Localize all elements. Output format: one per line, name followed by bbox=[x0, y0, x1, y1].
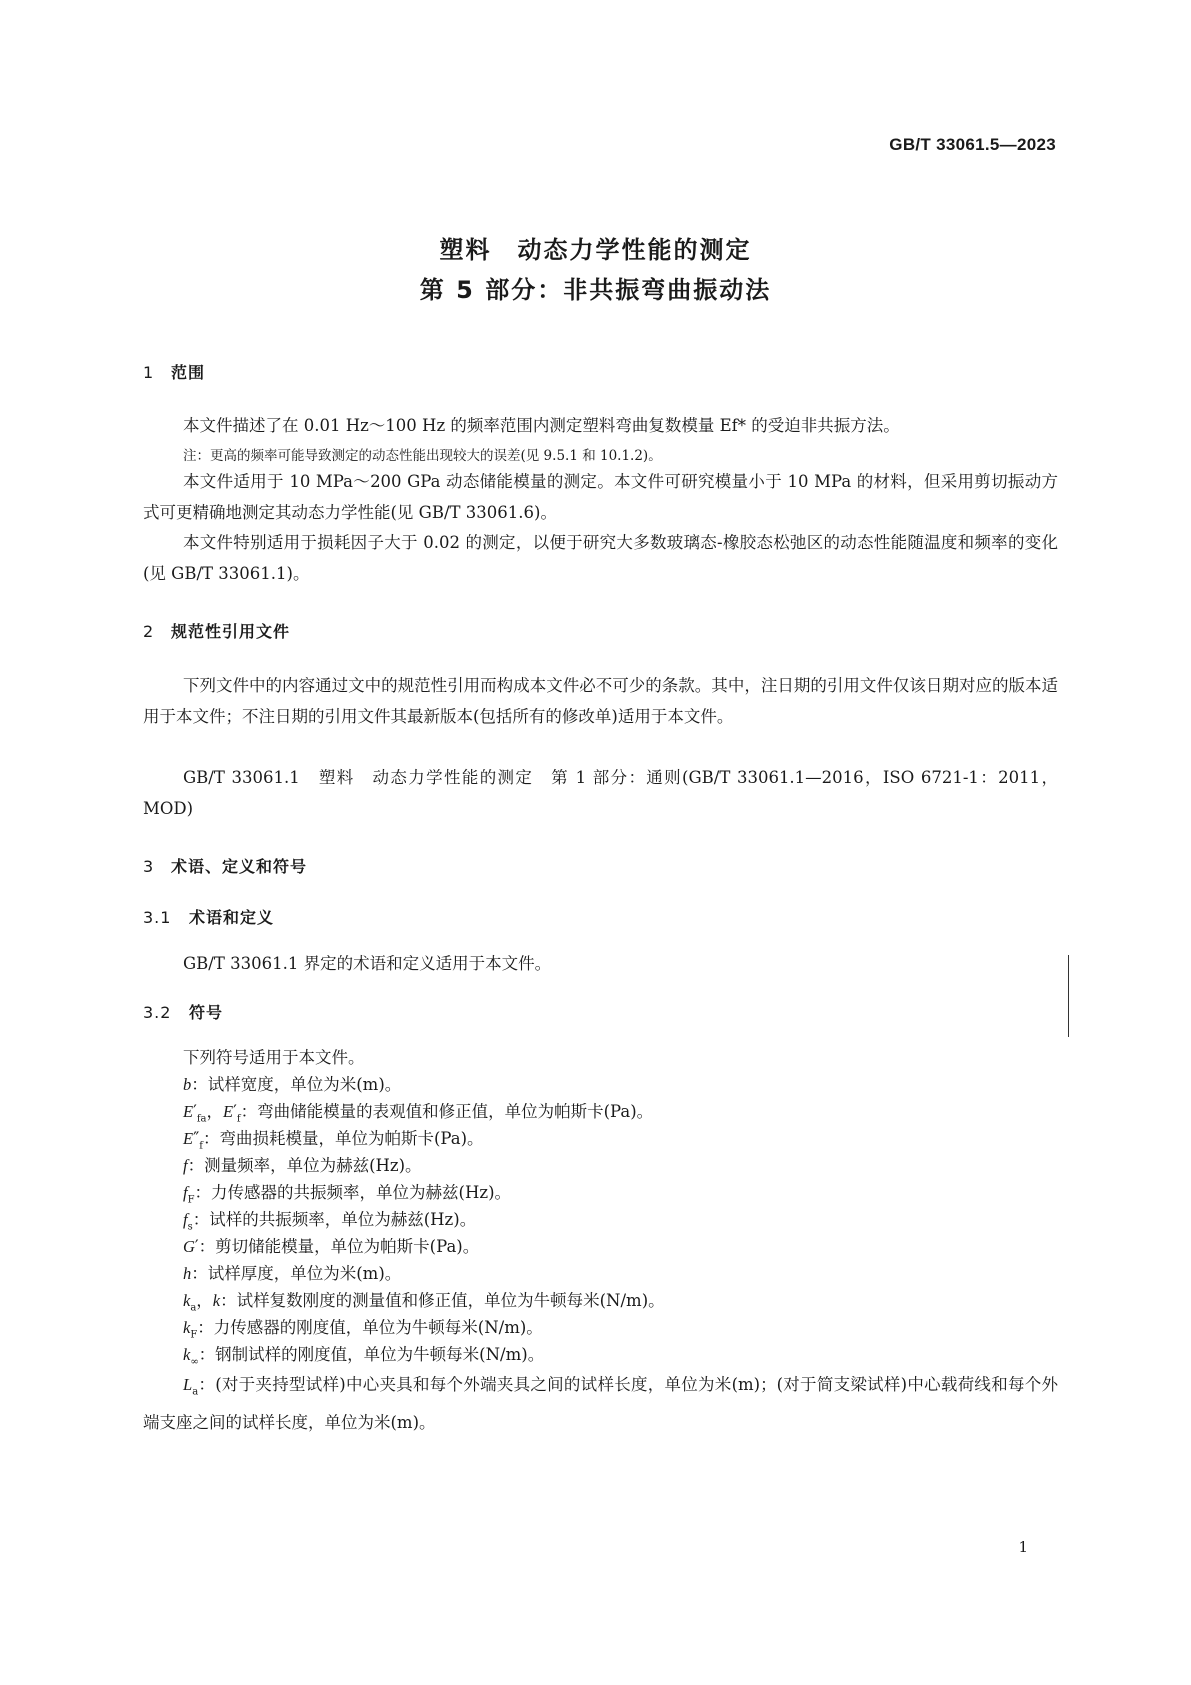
section-1-paragraph: 本文件描述了在 0.01 Hz～100 Hz 的频率范围内测定塑料弯曲复数模量 Ef* 的受迫非共振方法。 bbox=[183, 416, 900, 435]
symbol-item: $L_a$：(对于夹持型试样)中心夹具和每个外端夹具之间的试样长度，单位为米(m)；(对于简支梁试样)中心载荷线和每个外端支座之间的试样长度，单位为米(m)。 bbox=[143, 1375, 1058, 1433]
section-1-paragraph: 本文件适用于 10 MPa～200 GPa 动态储能模量的测定。本文件可研究模量小于 10 MPa 的材料，但采用剪切振动方式可更精确地测定其动态力学性能(见 GB/T 33061.6)。 bbox=[143, 472, 1058, 522]
symbol-item: $k_a$，k：试样复数刚度的测量值和修正值，单位为牛顿每米(N/m)。 bbox=[183, 1291, 665, 1314]
section-3-1-heading: 3.1 术语和定义 bbox=[143, 908, 275, 927]
section-3-1-paragraph: GB/T 33061.1 界定的术语和定义适用于本文件。 bbox=[183, 954, 552, 973]
section-3-2-heading: 3.2 符号 bbox=[143, 1003, 224, 1022]
symbol-item: $E''_f$：弯曲损耗模量，单位为帕斯卡(Pa)。 bbox=[183, 1129, 484, 1152]
change-bar bbox=[1068, 955, 1069, 1037]
section-2-heading: 2 规范性引用文件 bbox=[143, 622, 291, 641]
section-1-note: 注：更高的频率可能导致测定的动态性能出现较大的误差(见 9.5.1 和 10.1.2)。 bbox=[183, 448, 662, 464]
symbol-item: G′：剪切储能模量，单位为帕斯卡(Pa)。 bbox=[183, 1237, 480, 1256]
symbol-item: $k_F$：力传感器的刚度值，单位为牛顿每米(N/m)。 bbox=[183, 1318, 543, 1341]
section-2-paragraph: 下列文件中的内容通过文中的规范性引用而构成本文件必不可少的条款。其中，注日期的引用文件仅该日期对应的版本适用于本文件；不注日期的引用文件其最新版本(包括所有的修改单)适用于本文件。 bbox=[143, 676, 1058, 726]
document-subtitle: 第 5 部分：非共振弯曲振动法 bbox=[419, 276, 772, 304]
symbol-item: $k_\infty$：钢制试样的刚度值，单位为牛顿每米(N/m)。 bbox=[183, 1345, 545, 1368]
section-1-paragraph: 本文件特别适用于损耗因子大于 0.02 的测定，以便于研究大多数玻璃态-橡胶态松弛区的动态性能随温度和频率的变化(见 GB/T 33061.1)。 bbox=[143, 533, 1058, 583]
symbol-item: b：试样宽度，单位为米(m)。 bbox=[183, 1075, 402, 1094]
symbol-item: h：试样厚度，单位为米(m)。 bbox=[183, 1264, 402, 1283]
symbol-item: f：测量频率，单位为赫兹(Hz)。 bbox=[183, 1156, 422, 1175]
section-3-heading: 3 术语、定义和符号 bbox=[143, 857, 308, 876]
standard-number: GB/T 33061.5—2023 bbox=[889, 135, 1056, 154]
symbol-item: $f_s$：试样的共振频率，单位为赫兹(Hz)。 bbox=[183, 1210, 477, 1233]
page-number: 1 bbox=[1018, 1538, 1028, 1556]
section-1-heading: 1 范围 bbox=[143, 363, 206, 382]
symbols-intro: 下列符号适用于本文件。 bbox=[183, 1048, 365, 1067]
normative-reference: GB/T 33061.1 塑料 动态力学性能的测定 第 1 部分：通则(GB/T 33061.1—2016，ISO 6721-1：2011，MOD) bbox=[143, 768, 1058, 818]
symbol-item: $E'_{fa}$，$E'_f$：弯曲储能模量的表观值和修正值，单位为帕斯卡(Pa)。 bbox=[183, 1102, 654, 1125]
document-title: 塑料 动态力学性能的测定 bbox=[439, 236, 752, 264]
symbol-item: $f_F$：力传感器的共振频率，单位为赫兹(Hz)。 bbox=[183, 1183, 512, 1206]
